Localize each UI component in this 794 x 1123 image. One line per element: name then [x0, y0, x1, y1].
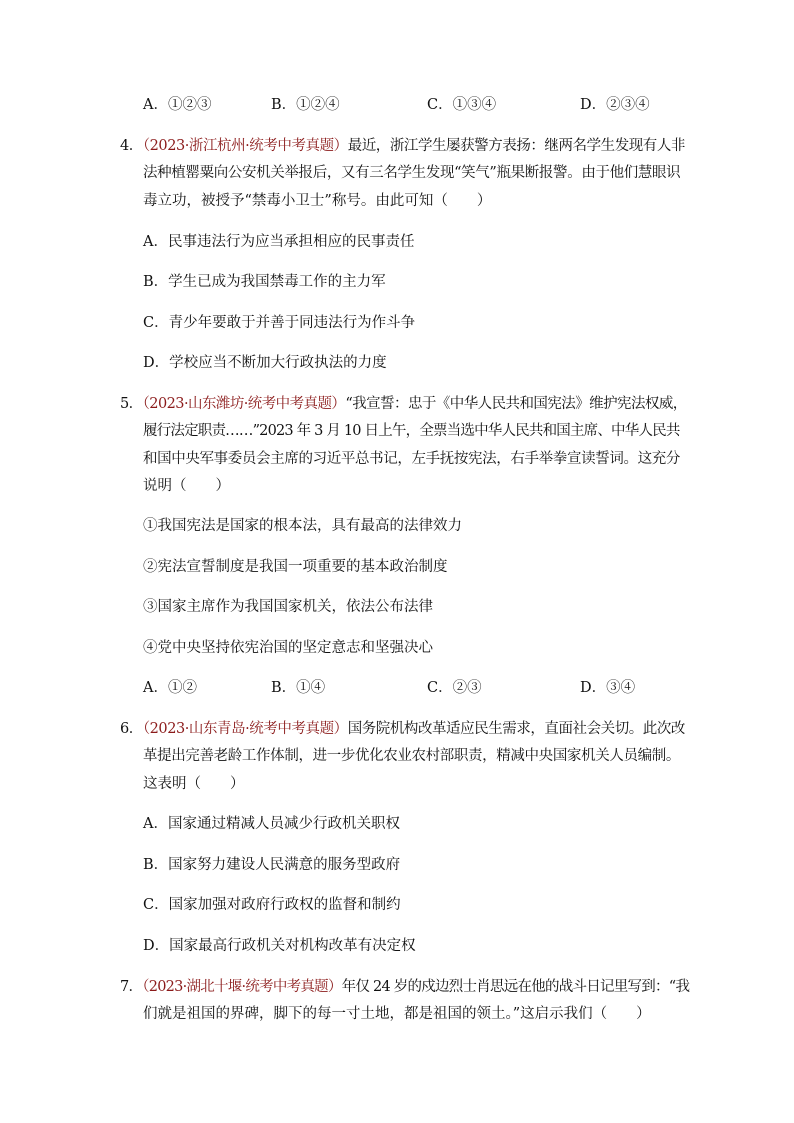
q3-option-d[interactable]: D．②③④ [580, 97, 650, 113]
q4-option-d[interactable]: D．学校应当不断加大行政执法的力度 [143, 355, 387, 371]
q5-stem-line-1 [120, 394, 687, 414]
q6-stem-line-3: 这表明（ ） [143, 776, 245, 792]
q5-option-d[interactable]: D．③④ [580, 680, 636, 696]
q5-source: （2023·山东潍坊·统考中考真题） [142, 396, 346, 412]
q5-stem-line-4: 说明（ ） [143, 478, 230, 494]
q4-stem-line-3: 毒立功，被授予“禁毒小卫士”称号。由此可知（ ） [143, 193, 492, 209]
q7-stem-text-1: 年仅 24 岁的戍边烈士肖思远在他的战斗日记里写到：“我 [341, 979, 690, 995]
q4-number: 4． [120, 138, 143, 154]
q6-source: （2023·山东青岛·统考中考真题） [142, 721, 348, 737]
q6-option-a[interactable]: A．国家通过精减人员减少行政机关职权 [143, 816, 400, 832]
q4-option-b[interactable]: B．学生已成为我国禁毒工作的主力军 [143, 274, 386, 290]
q3-option-a[interactable]: A．①②③ [143, 97, 212, 113]
q5-option-b[interactable]: B．①④ [271, 680, 326, 696]
q7-source: （2023·湖北十堰·统考中考真题） [142, 979, 342, 995]
q5-stem-line-3: 和国中央军事委员会主席的习近平总书记，左手抚按宪法，右手举拳宣读誓词。这充分 [143, 451, 680, 467]
q6-option-b[interactable]: B．国家努力建设人民满意的服务型政府 [143, 857, 401, 873]
q4-stem-line-1 [120, 136, 685, 156]
q5-number: 5． [120, 396, 143, 412]
q5-statement-2: ②宪法宣誓制度是我国一项重要的基本政治制度 [143, 559, 448, 575]
q3-option-c[interactable]: C．①③④ [427, 97, 497, 113]
q4-option-c[interactable]: C．青少年要敢于并善于同违法行为作斗争 [143, 315, 416, 331]
q5-statement-1: ①我国宪法是国家的根本法，具有最高的法律效力 [143, 518, 462, 534]
q5-statement-4: ④党中央坚持依宪治国的坚定意志和坚强决心 [143, 640, 433, 656]
q3-option-b[interactable]: B．①②④ [271, 97, 340, 113]
q3-options [143, 95, 683, 115]
q5-option-c[interactable]: C．②③ [427, 680, 482, 696]
q7-stem-line-2: 们就是祖国的界碑，脚下的每一寸土地，都是祖国的领土。”这启示我们（ ） [143, 1006, 651, 1022]
q6-stem-line-1 [120, 719, 685, 739]
q7-stem-line-1 [120, 977, 689, 997]
q6-number: 6． [120, 721, 143, 737]
q4-stem-text-1: 最近，浙江学生屡获警方表扬：继两名学生发现有人非 [347, 138, 685, 154]
q5-option-a[interactable]: A．①② [143, 680, 197, 696]
q6-option-c[interactable]: C．国家加强对政府行政权的监督和制约 [143, 897, 401, 913]
q7-number: 7． [120, 979, 143, 995]
q5-options [143, 678, 683, 698]
q5-stem-line-2: 履行法定职责……”2023 年 3 月 10 日上午，全票当选中华人民共和国主席、中华人民共 [143, 423, 680, 439]
q4-option-a[interactable]: A．民事违法行为应当承担相应的民事责任 [143, 234, 415, 250]
q5-statement-3: ③国家主席作为我国国家机关，依法公布法律 [143, 599, 433, 615]
q5-stem-text-1: “我宣誓：忠于《中华人民共和国宪法》维护宪法权威， [345, 396, 687, 412]
q6-option-d[interactable]: D．国家最高行政机关对机构改革有决定权 [143, 938, 416, 954]
q6-stem-text-1: 国务院机构改革适应民生需求，直面社会关切。此次改 [347, 721, 685, 737]
q4-source: （2023·浙江杭州·统考中考真题） [142, 138, 348, 154]
q4-stem-line-2: 法种植罂粟向公安机关举报后，又有三名学生发现“笑气”瓶果断报警。由于他们慧眼识 [143, 165, 681, 181]
q6-stem-line-2: 革提出完善老龄工作体制，进一步优化农业农村部职责，精减中央国家机关人员编制。 [143, 748, 680, 764]
